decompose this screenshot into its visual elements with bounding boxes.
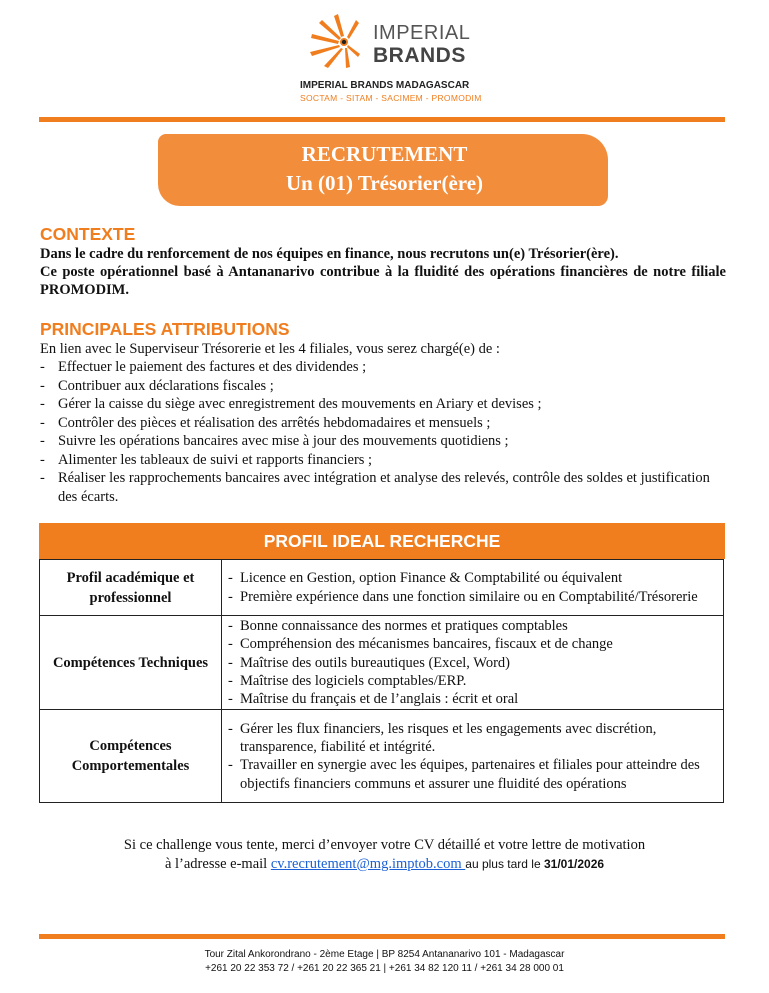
email-link[interactable]: cv.recrutement@mg.imptob.com: [270, 855, 466, 872]
instructions-line-1: Si ce challenge vous tente, merci d’envoyer votre CV détaillé et votre lettre de motivation: [123, 837, 646, 853]
contexte-paragraph-1: Dans le cadre du renforcement de nos équipes en finance, nous recrutons un(e) Trésorier(ère).: [40, 246, 619, 262]
list-item: - Maîtrise du français et de l’anglais : écrit et oral: [228, 690, 721, 708]
list-item: - Première expérience dans une fonction similaire ou en Comptabilité/Trésorerie: [228, 588, 721, 606]
row-content: [222, 710, 724, 803]
list-item: - Licence en Gestion, option Finance & Comptabilité ou équivalent: [228, 569, 721, 587]
profil-table: [39, 559, 724, 803]
deadline-prefix: au plus tard le: [465, 856, 544, 871]
table-row: [40, 710, 724, 803]
email-prefix: à l’adresse e-mail: [164, 855, 271, 872]
application-instructions: [0, 836, 769, 873]
row-label: Compétences Comportementales: [40, 710, 222, 803]
sunburst-logo-icon: [298, 12, 364, 70]
list-item: - Alimenter les tableaux de suivi et rapports financiers ;: [40, 451, 730, 470]
row-label: Profil académique et professionnel: [40, 560, 222, 616]
deadline-date: 31/01/2026: [543, 856, 605, 871]
profil-heading: PROFIL IDEAL RECHERCHE: [39, 523, 725, 559]
list-item: - Travailler en synergie avec les équipes, partenaires et filiales pour atteindre des objectifs financiers communs et assurer une fluidité des opérations: [228, 756, 721, 793]
list-item: - Contrôler des pièces et réalisation des arrêtés hebdomadaires et mensuels ;: [40, 414, 730, 433]
footer-address: Tour Zital Ankorondrano - 2ème Etage | BP 8254 Antananarivo 101 - Madagascar: [204, 949, 565, 960]
top-divider: [39, 117, 725, 122]
row-label: Compétences Techniques: [40, 616, 222, 710]
list-item: - Compréhension des mécanismes bancaires, fiscaux et de change: [228, 635, 721, 653]
attributions-list: [40, 358, 730, 506]
row-content: [222, 616, 724, 710]
subsidiaries-list: SOCTAM - SITAM - SACIMEM - PROMODIM: [300, 93, 482, 103]
list-item: - Maîtrise des outils bureautiques (Excel, Word): [228, 654, 721, 672]
table-row: [40, 560, 724, 616]
list-item: - Bonne connaissance des normes et pratiques comptables: [228, 617, 721, 635]
list-item: - Effectuer le paiement des factures et des dividendes ;: [40, 358, 730, 377]
list-item: - Maîtrise des logiciels comptables/ERP.: [228, 672, 721, 690]
footer-phones: +261 20 22 353 72 / +261 20 22 365 21 | +261 34 82 120 11 / +261 34 28 000 01: [205, 963, 564, 974]
attributions-intro: En lien avec le Superviseur Trésorerie et les 4 filiales, vous serez chargé(e) de :: [40, 341, 500, 357]
contexte-body: [40, 245, 726, 299]
instructions-line-2: [0, 855, 769, 874]
table-row: [40, 616, 724, 710]
row-content: [222, 560, 724, 616]
attributions-heading: PRINCIPALES ATTRIBUTIONS: [40, 319, 290, 339]
list-item: - Suivre les opérations bancaires avec mise à jour des mouvements quotidiens ;: [40, 432, 730, 451]
list-item: - Gérer la caisse du siège avec enregistrement des mouvements en Ariary et devises ;: [40, 395, 730, 414]
brand-name-line1: IMPERIAL: [373, 22, 471, 44]
contexte-heading: CONTEXTE: [40, 224, 136, 244]
company-name: IMPERIAL BRANDS MADAGASCAR: [300, 80, 470, 91]
brand-name-line2: BRANDS: [373, 44, 466, 67]
banner-title: RECRUTEMENT: [301, 142, 468, 166]
banner-position: Un (01) Trésorier(ère): [285, 171, 484, 195]
list-item: - Réaliser les rapprochements bancaires avec intégration et analyse des relevés, contrôle des soldes et justification des écarts.: [40, 469, 730, 506]
contexte-paragraph-2: Ce poste opérationnel basé à Antananarivo contribue à la fluidité des opérations financières de notre filiale PROMODIM.: [40, 264, 726, 298]
bottom-divider: [39, 934, 725, 939]
list-item: - Gérer les flux financiers, les risques et les engagements avec discrétion, transparence, fiabilité et intégrité.: [228, 720, 721, 757]
imperial-brands-logo: [298, 10, 478, 70]
list-item: - Contribuer aux déclarations fiscales ;: [40, 377, 730, 396]
